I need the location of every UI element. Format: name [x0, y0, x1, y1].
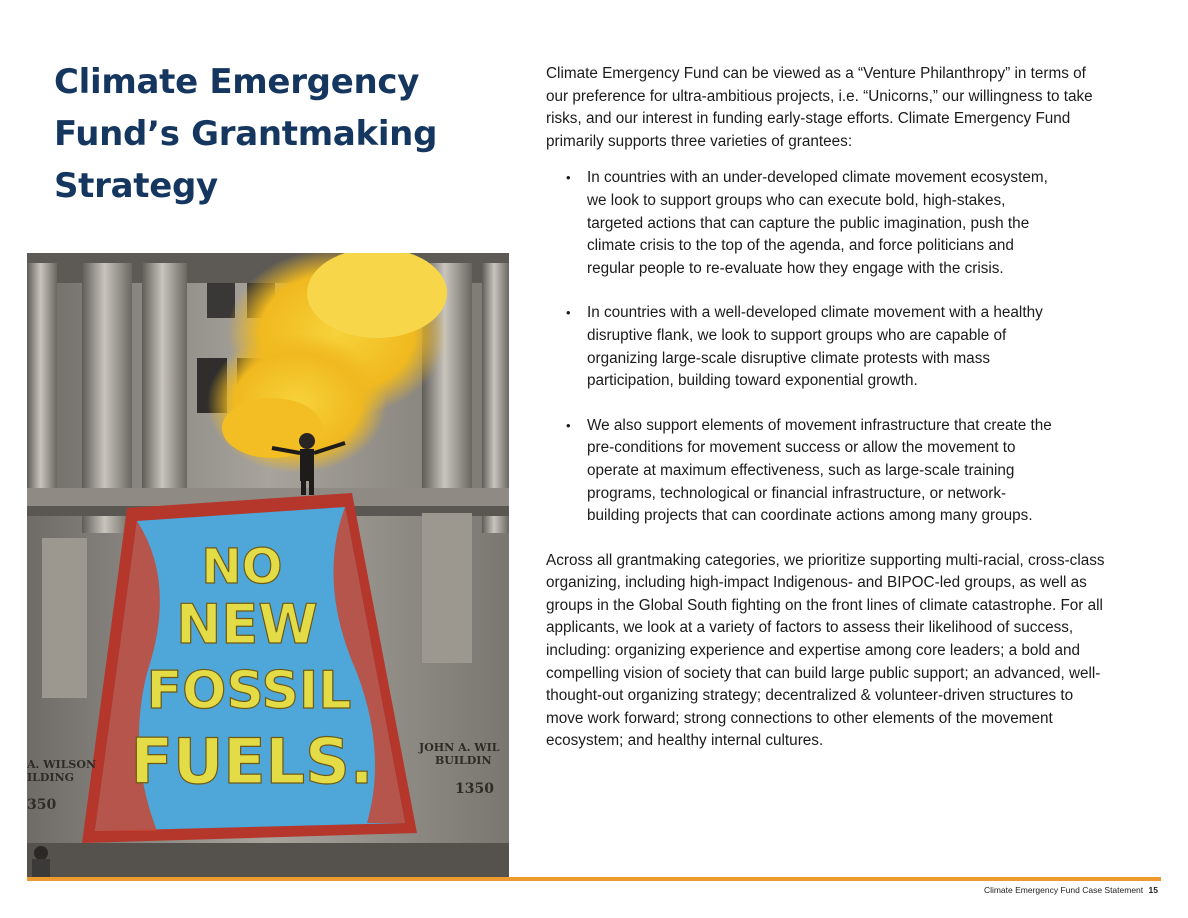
- body-text: [546, 63, 1106, 753]
- banner-line-4: FUELS.: [130, 725, 374, 798]
- banner-line-2: NEW: [176, 593, 318, 656]
- page-number: 15: [1148, 885, 1158, 895]
- building-left-line-3: 350: [27, 797, 57, 813]
- list-item-text: In countries with a well-developed climate movement with a healthy disruptive flank, we look to support groups who are capable of organizing large-scale disruptive climate protests with mass participation, building toward exponential growth.: [587, 304, 1043, 390]
- protest-photo: [27, 253, 509, 877]
- footer-divider: [27, 877, 1161, 881]
- building-right-line-3: 1350: [455, 781, 494, 797]
- building-right-line-1: JOHN A. WIL: [419, 741, 500, 754]
- closing-paragraph: Across all grantmaking categories, we prioritize supporting multi-racial, cross-class organizing, including high-impact Indigenous- and BIPOC-led groups, as well as groups in the Global South fighting on the front lines of climate catastrophe. For all applicants, we look at a variety of factors to assess their likelihood of success, including: organizing experience and expertise among core leaders; a bold and compelling vision of society that can build large public support; an advanced, well-thought-out organizing strategy; decentralized & volunteer-driven structures to move work forward; strong connections to other elements of the movement ecosystem; and healthy internal cultures.: [546, 551, 1105, 750]
- bullet-icon: •: [566, 305, 571, 321]
- protest-photo-illustration: [27, 253, 509, 877]
- list-item: [546, 302, 1106, 392]
- banner-line-3: FOSSIL: [146, 661, 352, 721]
- building-left-line-1: A. WILSON: [27, 758, 97, 771]
- list-item-text: In countries with an under-developed climate movement ecosystem, we look to support groups who can execute bold, high-stakes, targeted actions that can capture the public imagination, push the climate crisis to the top of the agenda, and force politicians and regular people to re-evaluate how they engage with the crisis.: [587, 169, 1048, 277]
- list-item: [546, 167, 1106, 280]
- building-left-line-2: ILDING: [27, 771, 75, 784]
- banner-line-1: NO: [201, 539, 283, 595]
- list-item: [546, 415, 1106, 528]
- footer-label: Climate Emergency Fund Case Statement: [983, 885, 1144, 895]
- bullet-icon: •: [566, 170, 571, 186]
- intro-paragraph: Climate Emergency Fund can be viewed as a “Venture Philanthropy” in terms of our preference for ultra-ambitious projects, i.e. “Unicorns,” our willingness to take risks, and our interest in funding early-stage efforts. Climate Emergency Fund primarily supports three varieties of grantees:: [546, 65, 1093, 150]
- bullet-icon: •: [566, 417, 571, 433]
- page-title: Climate Emergency Fund’s Grantmaking Strategy: [54, 62, 438, 206]
- grantee-list: [546, 167, 1106, 527]
- building-right-line-2: BUILDIN: [435, 754, 492, 767]
- page-footer: [984, 885, 1158, 895]
- list-item-text: We also support elements of movement infrastructure that create the pre-conditions for movement success or allow the movement to operate at maximum effectiveness, such as large-scale training programs, technological or financial infrastructure, or network-building projects that can coordinate actions among many groups.: [587, 416, 1052, 525]
